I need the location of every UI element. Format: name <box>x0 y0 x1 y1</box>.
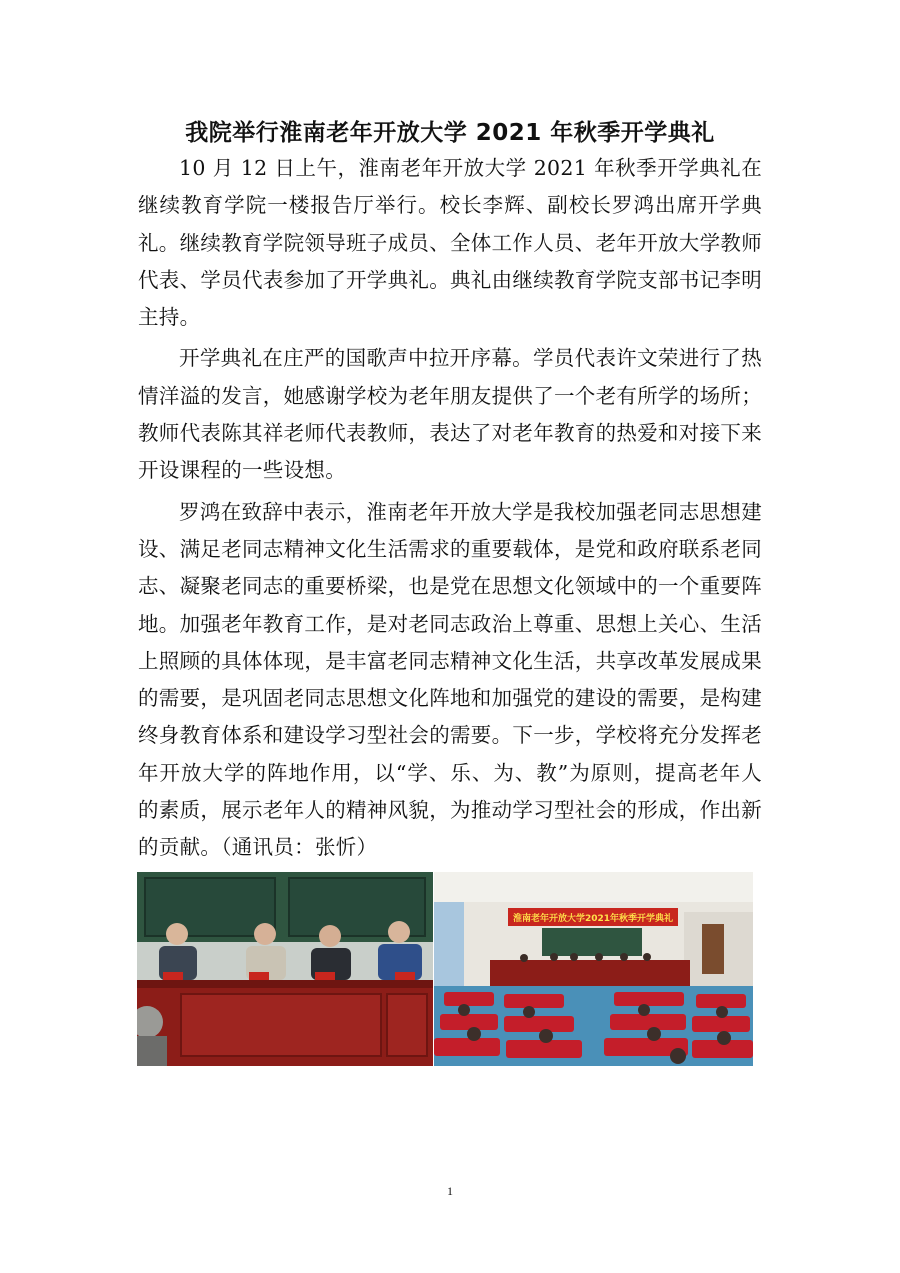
paragraph: 开学典礼在庄严的国歌声中拉开序幕。学员代表许文荣进行了热情洋溢的发言，她感谢学校为老年朋友提供了一个老有所学的场所；教师代表陈其祥老师代表教师，表达了对老年教育的热爱和对接下来开设课程的一些设想。 <box>138 346 762 483</box>
photo-auditorium <box>434 872 753 1066</box>
article-title: 我院举行淮南老年开放大学 2021 年秋季开学典礼 <box>185 120 715 146</box>
photo-rostrum <box>137 872 433 1066</box>
page-number: 1 <box>447 1184 453 1198</box>
article-body <box>138 150 762 871</box>
paragraph: 10 月 12 日上午，淮南老年开放大学 2021 年秋季开学典礼在继续教育学院一楼报告厅举行。校长李辉、副校长罗鸿出席开学典礼。继续教育学院领导班子成员、全体工作人员、老年开放大学教师代表、学员代表参加了开学典礼。典礼由继续教育学院支部书记李明主持。 <box>138 156 762 330</box>
banner-text: 淮南老年开放大学2021年秋季开学典礼 <box>512 914 674 924</box>
photo-row <box>137 872 753 1066</box>
paragraph: 罗鸿在致辞中表示，淮南老年开放大学是我校加强老同志思想建设、满足老同志精神文化生活需求的重要载体，是党和政府联系老同志、凝聚老同志的重要桥梁，也是党在思想文化领域中的一个重要阵地。加强老年教育工作，是对老同志政治上尊重、思想上关心、生活上照顾的具体体现，是丰富老同志精神文化生活，共享改革发展成果的需要，是巩固老同志思想文化阵地和加强党的建设的需要，是构建终身教育体系和建设学习型社会的需要。下一步，学校将充分发挥老年开放大学的阵地作用，以“学、乐、为、教”为原则，提高老年人的素质，展示老年人的精神风貌，为推动学习型社会的形成，作出新的贡献。（通讯员：张忻） <box>138 499 762 860</box>
